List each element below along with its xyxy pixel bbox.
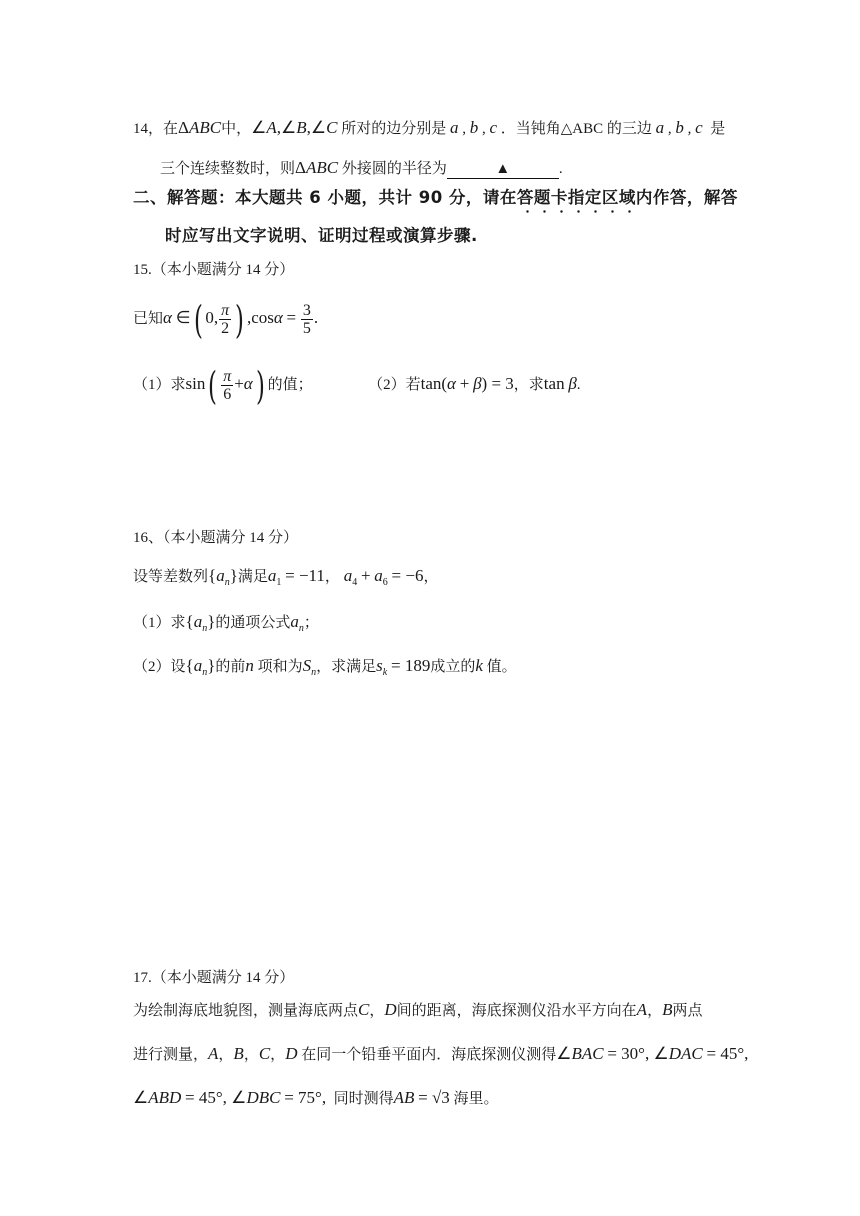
q15-parts: （1）求sin( $\frac{\pi}{6}$ +α) 的值； （2）若tan(α + β) = 3，求tan β.	[133, 363, 581, 408]
q16-part2-a: 的前	[215, 659, 246, 675]
q15-part2-mid: ，求	[513, 377, 544, 393]
q16-part2-c: ，求满足	[316, 659, 377, 675]
fraction-3-over-5: $\frac{3}{5}$	[302, 302, 311, 338]
q15-part1-tail: 的值；	[267, 377, 313, 393]
q14-text4: 是	[710, 121, 726, 137]
q16-part1-end: ；	[303, 615, 319, 631]
q14-prefix: ，在	[148, 121, 179, 137]
q14-line2: 三个连续整数时，则ΔABC 外接圆的半径为 ▲ .	[160, 158, 563, 177]
q16-part2: （2）设$\{a_n\}$的前n 项和为$S_n$，求满足$s_k = 189$成立的k 值。	[133, 656, 517, 678]
q17-l2-b: 在同一个铅垂平面内．海底探测仪测得	[301, 1047, 557, 1063]
q16-part2-label: （2）设	[133, 659, 186, 675]
section2-pre: 二、解答题：本大题共 6 小题，共计 90 分，请在	[133, 188, 517, 207]
q17-line2: 进行测量，A，B，C，D 在同一个铅垂平面内．海底探测仪测得∠BAC = 30°, ∠DAC = 45°,	[133, 1044, 749, 1063]
q15-header: 15.（本小题满分 14 分）	[133, 262, 295, 278]
q17-l1-e: 两点	[672, 1003, 703, 1019]
q17-header: 17.（本小题满分 14 分）	[133, 970, 295, 986]
q16-given-pre: 设等差数列	[133, 569, 209, 585]
q15-part2-label: （2）若	[368, 377, 421, 393]
q17-l3-b: 海里。	[453, 1091, 499, 1107]
q14-line2b: 外接圆的半径为	[341, 161, 447, 177]
q15-given: 已知α ∈( 0, $\frac{\pi}{2}$ ) ,cosα = $\frac{3}{5}$ .	[133, 297, 319, 342]
q17-l1-c: 间的距离，海底探测仪沿水平方向在	[396, 1003, 637, 1019]
q16-header: 16、（本小题满分 14 分）	[133, 530, 299, 546]
q16-part1-mid: 的通项公式	[215, 615, 291, 631]
q17-l1-a: 为绘制海底地貌图，测量海底两点	[133, 1003, 359, 1019]
q14-line1: 14，在ΔABC中，∠A,∠B,∠C 所对的边分别是 a , b , c ．当钝角△ABC 的三边 a , b , c 是	[133, 118, 726, 137]
section2-post: 内作答，解答	[635, 188, 738, 207]
section2-emphasis: 答题卡指定区域	[516, 188, 636, 207]
q16-part1-label: （1）求	[133, 615, 186, 631]
q16-part2-d: 成立的	[430, 659, 476, 675]
q16-given: 设等差数列$\{a_n\}$满足$a_1 = -11$， $a_4 + a_6 = -6$，	[133, 566, 439, 588]
q14-line2a: 三个连续整数时，则	[160, 161, 296, 177]
q15-part1-label: （1）求	[133, 377, 186, 393]
q16-part1: （1）求$\{a_n\}$的通项公式$a_n$；	[133, 612, 319, 634]
q15-given-pre: 已知	[133, 311, 164, 327]
q14-text1: 中，	[221, 121, 252, 137]
section2-line1	[133, 188, 738, 208]
fraction-pi-over-6: $\frac{\pi}{6}$	[223, 368, 232, 404]
q17-l2-a: 进行测量，	[133, 1047, 209, 1063]
fraction-pi-over-2: $\frac{\pi}{2}$	[221, 302, 230, 338]
q17-line3: ∠ABD = 45°, ∠DBC = 75°, 同时测得AB = √3 海里。	[133, 1088, 499, 1107]
q16-given-mid: 满足	[237, 569, 268, 585]
q17-l3-a: 同时测得	[333, 1091, 394, 1107]
q16-given-sep: ，	[324, 569, 340, 585]
q16-part2-e: 值。	[486, 659, 517, 675]
q16-part2-b: 项和为	[257, 659, 303, 675]
q14-text2: 所对的边分别是	[341, 121, 447, 137]
triangle-icon: ▲	[495, 161, 511, 177]
q15-part2-tail: .	[576, 377, 581, 393]
q17-l1-b: ，	[369, 1003, 385, 1019]
answer-blank	[447, 160, 559, 179]
q17-l1-d: ，	[647, 1003, 663, 1019]
q16-given-end: ，	[423, 569, 439, 585]
q17-line1: 为绘制海底地貌图，测量海底两点C，D间的距离，海底探测仪沿水平方向在A，B两点	[133, 1000, 703, 1019]
q14-text3: ．当钝角△ABC 的三边	[500, 121, 652, 137]
section2-line2: 时应写出文字说明、证明过程或演算步骤.	[165, 226, 478, 245]
q14-tail: .	[558, 161, 563, 177]
q14-number: 14	[133, 121, 148, 137]
